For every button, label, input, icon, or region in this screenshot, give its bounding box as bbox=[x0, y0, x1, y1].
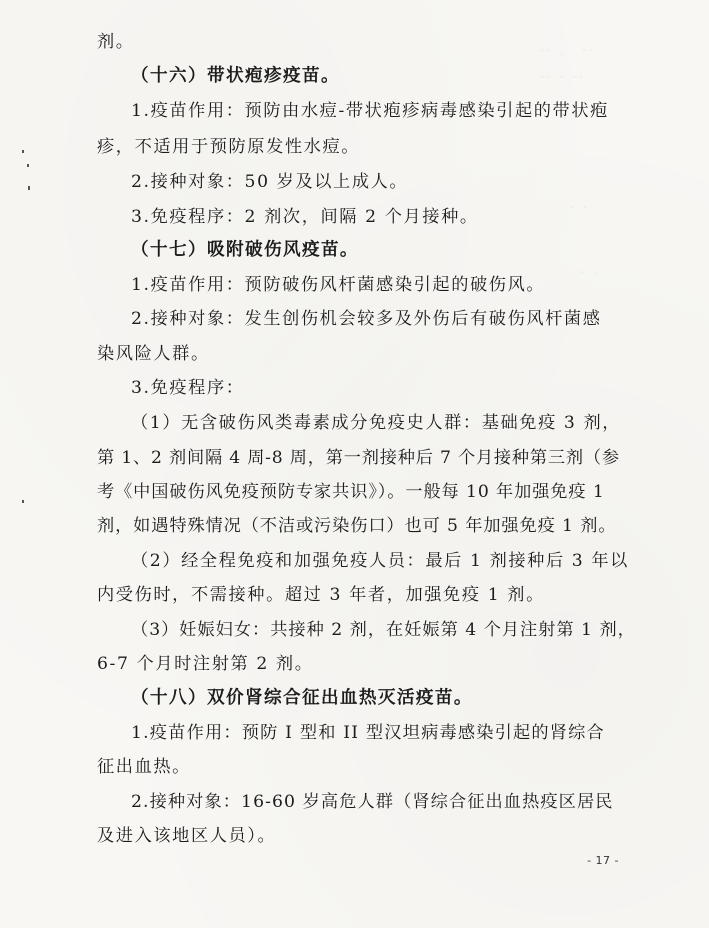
bleed-through-text: ·· · ·· bbox=[540, 70, 586, 86]
body-text-line: 考《中国破伤风免疫预防专家共识》）。一般每 10 年加强免疫 1 bbox=[97, 482, 605, 502]
body-text-line: 2.接种对象：50 岁及以上成人。 bbox=[131, 172, 409, 192]
body-text-line: 染风险人群。 bbox=[97, 344, 210, 364]
section-heading: （十八）双价肾综合征出血热灭活疫苗。 bbox=[131, 688, 473, 708]
scan-speck bbox=[22, 150, 24, 153]
body-text-line: 2.接种对象：16-60 岁高危人群（肾综合征出血热疫区居民 bbox=[131, 792, 614, 812]
body-text-line: （1）无含破伤风类毒素成分免疫史人群：基础免疫 3 剂， bbox=[131, 413, 622, 433]
body-text-line: （2）经全程免疫和加强免疫人员：最后 1 剂接种后 3 年以 bbox=[131, 551, 629, 571]
bleed-through-text: · · bbox=[570, 200, 590, 216]
body-text-line: 3.免疫程序：2 剂次，间隔 2 个月接种。 bbox=[131, 207, 479, 227]
body-text-line: 剂。 bbox=[97, 32, 135, 52]
body-text-line: 征出血热。 bbox=[97, 757, 191, 777]
body-text-line: 3.免疫程序： bbox=[131, 378, 245, 398]
body-text-line: 第 1、2 剂间隔 4 周-8 周，第一剂接种后 7 个月接种第三剂（参 bbox=[97, 448, 620, 468]
section-heading: （十六）带状疱疹疫苗。 bbox=[131, 66, 340, 86]
body-text-line: （3）妊娠妇女：共接种 2 剂，在妊娠第 4 个月注射第 1 剂， bbox=[131, 620, 636, 640]
scan-speck bbox=[28, 186, 30, 190]
body-text-line: 6-7 个月时注射第 2 剂。 bbox=[97, 654, 314, 674]
body-text-line: 1.疫苗作用：预防由水痘-带状疱疹病毒感染引起的带状疱 bbox=[131, 101, 609, 121]
body-text-line: 及进入该地区人员）。 bbox=[97, 826, 277, 846]
scan-speck bbox=[27, 164, 29, 167]
section-heading: （十七）吸附破伤风疫苗。 bbox=[131, 240, 359, 260]
body-text-line: 1.疫苗作用：预防破伤风杆菌感染引起的破伤风。 bbox=[131, 275, 546, 295]
body-text-line: 1.疫苗作用：预防 I 型和 II 型汉坦病毒感染引起的肾综合 bbox=[131, 723, 605, 743]
bleed-through-text: · · bbox=[580, 265, 600, 281]
scan-speck bbox=[22, 500, 24, 503]
bleed-through-text: ·· 。 ·· bbox=[540, 43, 595, 59]
body-text-line: 内受伤时，不需接种。超过 3 年者，加强免疫 1 剂。 bbox=[97, 585, 545, 605]
page-number: - 17 - bbox=[587, 854, 619, 867]
body-text-line: 疹，不适用于预防原发性水痘。 bbox=[97, 137, 361, 157]
body-text-line: 2.接种对象：发生创伤机会较多及外伤后有破伤风杆菌感 bbox=[131, 309, 602, 329]
body-text-line: 剂，如遇特殊情况（不洁或污染伤口）也可 5 年加强免疫 1 剂。 bbox=[97, 516, 617, 536]
